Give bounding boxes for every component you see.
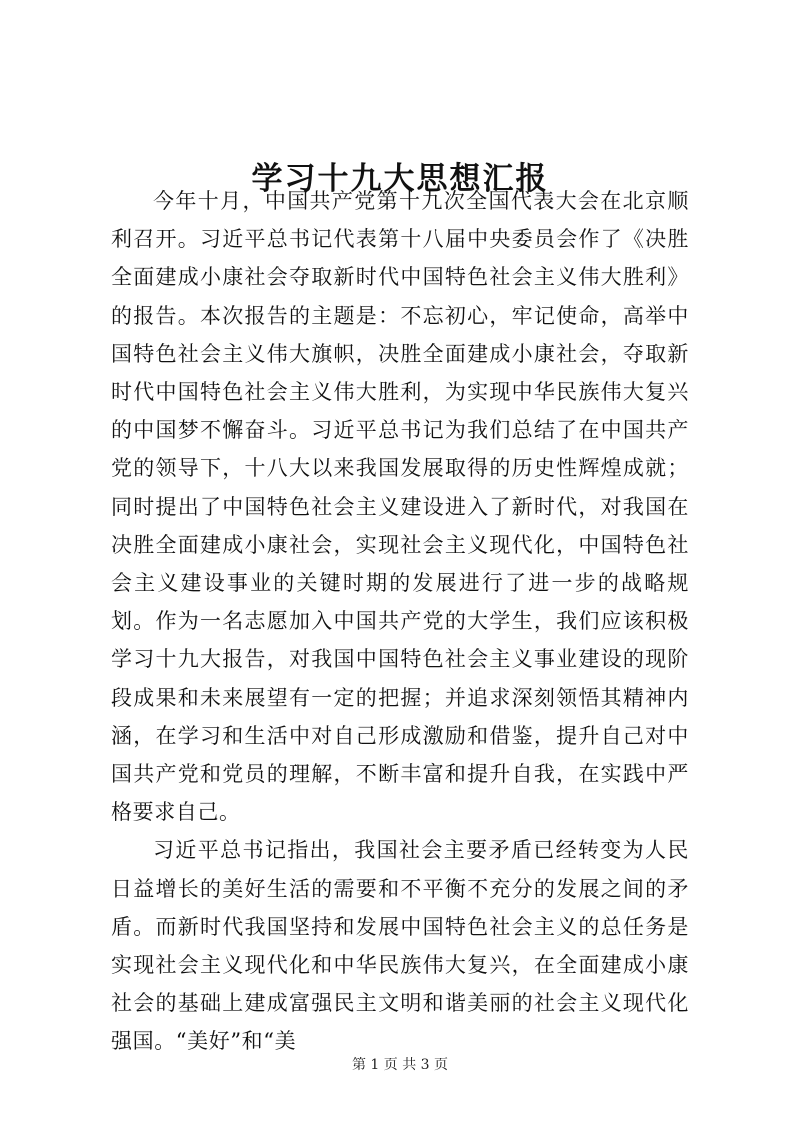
document-title: 学习十九大思想汇报: [251, 160, 549, 197]
document-body: [111, 182, 689, 1061]
paragraph-2: 习近平总书记指出，我国社会主要矛盾已经转变为人民日益增长的美好生活的需要和不平衡不充分的发展之间的矛盾。而新时代我国坚持和发展中国特色社会主义的总任务是实现社会主义现代化和中华民族伟大复兴，在全面建成小康社会的基础上建成富强民主文明和谐美丽的社会主义现代化强国。“美好”和“美: [111, 838, 689, 1054]
paragraph-1: 今年十月，中国共产党第十九次全国代表大会在北京顺利召开。习近平总书记代表第十八届中央委员会作了《决胜全面建成小康社会夺取新时代中国特色社会主义伟大胜利》的报告。本次报告的主题是：不忘初心，牢记使命，高举中国特色社会主义伟大旗帜，决胜全面建成小康社会，夺取新时代中国特色社会主义伟大胜利，为实现中华民族伟大复兴的中国梦不懈奋斗。习近平总书记为我们总结了在中国共产党的领导下，十八大以来我国发展取得的历史性辉煌成就；同时提出了中国特色社会主义建设进入了新时代，对我国在决胜全面建成小康社会，实现社会主义现代化，中国特色社会主义建设事业的关键时期的发展进行了进一步的战略规划。作为一名志愿加入中国共产党的大学生，我们应该积极学习十九大报告，对我国中国特色社会主义事业建设的现阶段成果和未来展望有一定的把握；并追求深刻领悟其精神内涵，在学习和生活中对自己形成激励和借鉴，提升自己对中国共产党和党员的理解，不断丰富和提升自我，在实践中严格要求自己。: [111, 189, 689, 825]
page-footer: 第 1 页 共 3 页: [351, 1057, 449, 1073]
